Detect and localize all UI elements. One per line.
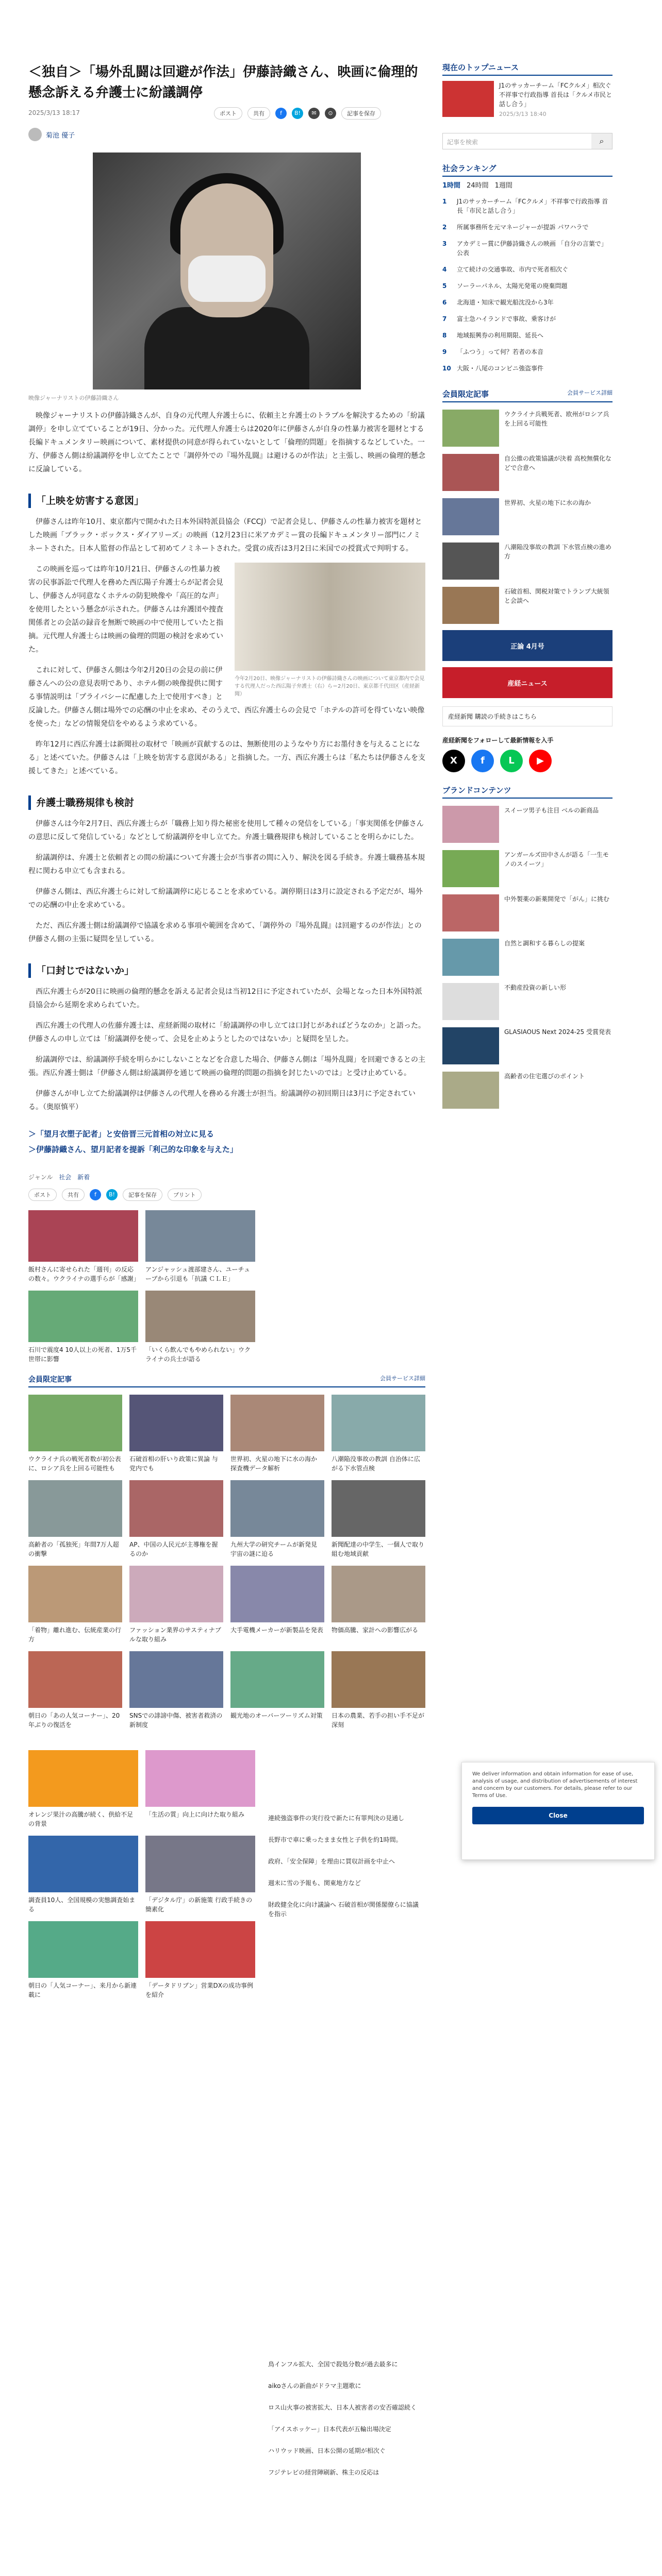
- card-thumb[interactable]: [28, 1566, 122, 1622]
- recommend-card[interactable]: [129, 1651, 223, 1730]
- paragraph: これに対して、伊藤さん側は今年2月20日の会見の前に伊藤さんへの公の意見表明であり、ホテル側の映像提供に関する事情説明は「プライバシーに配慮した上で使用すべき」と反論した。伊藤さん側は場外での応酬の中止を求め、そのうえで、西広弁護士らの会見で「ホテルの許可を得ていない映像を使った」などの情報発信をやめるよう求めている。: [28, 666, 425, 728]
- side-thumb[interactable]: [442, 939, 499, 976]
- section-heading: 「口封じではないか」: [28, 963, 425, 978]
- card-title[interactable]: ウクライナ兵の戦死者数が初公表に、ロシア兵を上回る可能性も: [28, 1455, 121, 1472]
- genre-link[interactable]: 社会: [59, 1174, 72, 1181]
- side-title[interactable]: スイーツ男子も注目 ベルの新商品: [504, 807, 599, 814]
- top-news-item[interactable]: J1のサッカーチーム「FCクルメ」相次ぐ不祥事で行政指導 首長は「クルメ市民と話し合う」 2025/3/13 18:40: [442, 81, 613, 117]
- side-item[interactable]: [442, 1027, 613, 1064]
- banner[interactable]: 産経ニュース: [442, 667, 613, 698]
- card-title[interactable]: 世界初、火星の地下に水の海か 探査機データ解析: [230, 1455, 318, 1472]
- side-title[interactable]: ウクライナ兵戦死者、欧州がロシア兵を上回る可能性: [504, 411, 609, 427]
- article-footer-links: [268, 1814, 423, 1931]
- section-heading: 「上映を妨害する意図」: [28, 494, 425, 508]
- tab-24h[interactable]: 24時間: [467, 182, 489, 190]
- recommend-card[interactable]: [145, 1921, 255, 1999]
- recommend-header: 会員限定記事 会員サービス詳細: [28, 1374, 425, 1387]
- related-card[interactable]: アンジャッシュ渡部建さん、ユーチューブから引退も「抗議 ＣＬＥ」: [145, 1210, 255, 1283]
- ranking-item[interactable]: [442, 265, 613, 274]
- author-avatar: [28, 128, 42, 141]
- side-title[interactable]: 中外製薬の新薬開発で「がん」に挑む: [504, 895, 610, 903]
- ranking-item[interactable]: [442, 197, 613, 215]
- print-button[interactable]: プリント: [168, 1189, 202, 1201]
- related-card[interactable]: 「いくら飲んでもやめられない」ウクライナの兵士が語る: [145, 1291, 255, 1364]
- paragraph: 紛議調停では、紛議調停手続を明らかにしないことなどを合意した場合、伊藤さん側は「場外乱闘」を回避できるとの主張。西広弁護士側は「伊藤さん側は紛議調停を通じて映画の倫理的問題の指摘を封じたいのでは」と受け止めている。: [28, 1056, 425, 1077]
- recommend-card[interactable]: [145, 1836, 255, 1914]
- youtube-icon[interactable]: ▶: [529, 750, 552, 772]
- ranking-title[interactable]: 北海道・知床で観光船沈没から3年: [457, 299, 554, 306]
- side-thumb[interactable]: [442, 410, 499, 447]
- link-icon[interactable]: ⊙: [325, 108, 336, 119]
- card-title[interactable]: SNSでの誹謗中傷、被害者救済の新制度: [129, 1712, 223, 1728]
- paragraph: 映像ジャーナリストの伊藤詩織さんが、自身の元代理人弁護士らに、依頼主と弁護士のトラブルを解決するための「紛議調停」を申し立てていることが19日、分かった。元代理人弁護士らは2020年に伊藤さんが自身の性暴力被害を題材とする長編ドキュメンタリー映画について、素材提供の同意が得られていないとして「倫理的問題」を指摘するなどしていた。一方、伊藤さん側は紛議調停を申し立てたことで「調停外での『場外乱闘』は避けるのが作法」と主張し、映画の倫理的懸念に反論している。: [28, 412, 425, 473]
- paragraph: 西広弁護士の代理人の佐藤弁護士は、産経新聞の取材に「紛議調停の申し立ては口封じがあればどうなのか」と語った。伊藤さんの申し立ては「紛議調停を使って、会見を止めようとしたのではないか」と疑問を呈した。: [28, 1022, 425, 1043]
- paragraph: 伊藤さん側は、西広弁護士らに対して紛議調停に応じることを求めている。調停期日は3月に設定される予定だが、場外での応酬の中止を求めている。: [28, 888, 423, 909]
- card-thumb[interactable]: [145, 1750, 255, 1807]
- save-article-button[interactable]: 記事を保存: [123, 1189, 162, 1201]
- recommend-card[interactable]: [28, 1651, 122, 1730]
- paragraph: 西広弁護士らが20日に映画の倫理的懸念を訴える記者会見は当初12日に予定されていたが、会場となった日本外国特派員協会から延期を求められていた。: [28, 988, 422, 1009]
- card-thumb[interactable]: [129, 1566, 223, 1622]
- ranking-title[interactable]: 「ふつう」って何？若者の本音: [457, 348, 544, 355]
- inline-photo-image: [235, 563, 425, 671]
- search-box: [442, 133, 613, 149]
- card-title[interactable]: 調査員10人、全国規模の実態調査始まる: [28, 1896, 136, 1913]
- section-heading: 弁護士職務規律も検討: [28, 795, 425, 810]
- ranking-number: 2: [442, 224, 447, 231]
- article-main: [28, 62, 425, 1999]
- card-thumb[interactable]: [129, 1395, 223, 1451]
- tab-1h[interactable]: 1時間: [442, 182, 461, 190]
- card-thumb[interactable]: [28, 1836, 138, 1892]
- recommend-card[interactable]: [332, 1566, 425, 1644]
- card-title[interactable]: ファッション業界のサスティナブルな取り組み: [129, 1626, 221, 1643]
- card-title[interactable]: 石破首相の肝いり政策に異論 与党内でも: [129, 1455, 218, 1472]
- card-title[interactable]: 朝日の「あの人気コーナー」、20年ぶりの復活を: [28, 1712, 120, 1728]
- card-thumb[interactable]: [230, 1395, 324, 1451]
- card-thumb[interactable]: [145, 1921, 255, 1978]
- side-item[interactable]: [442, 587, 613, 624]
- related-card[interactable]: 飯村さんに寄せられた「週刊」の反応の数々。ウクライナの選手らが「感謝」: [28, 1210, 138, 1283]
- hatena-icon[interactable]: B!: [292, 108, 303, 119]
- ranking-title[interactable]: 地域振興券の利用期限、延長へ: [457, 332, 544, 339]
- line-icon[interactable]: L: [500, 750, 523, 772]
- recommend-card[interactable]: [332, 1651, 425, 1730]
- top-news-header: 現在のトップニュース: [442, 62, 613, 76]
- link-item[interactable]: 政府、「安全保障」を理由に買収計画を中止へ: [268, 1858, 395, 1865]
- recommend-grid: [28, 1395, 425, 1730]
- link-item[interactable]: 「アイスホッケー」日本代表が五輪出場決定: [268, 2426, 391, 2433]
- side-title[interactable]: 自公維の政策協議が決着 高校無償化などで合意へ: [504, 455, 611, 471]
- card-title[interactable]: 物価高騰、家計への影響広がる: [332, 1626, 419, 1634]
- search-input[interactable]: 記事を検索: [447, 139, 478, 146]
- link-item[interactable]: 財政健全化に向け議論へ 石破首相が関係閣僚らに協議を指示: [268, 1901, 419, 1918]
- ranking-number: 7: [442, 315, 447, 323]
- side-item[interactable]: [442, 939, 613, 976]
- ranking: 社会ランキング 1時間 24時間 1週間 1 J1のサッカーチーム「FCクルメ」不祥事で行政指導 首長「市民と話し合う」 2 所属事務所を元マネージャーが提訴 パワハラで 3 アカデミー賞に伊藤詩織さんの映画 「自分の言葉で」公表 4 立て続けの交通事故、市内で死者相次ぐ 5 ソーラーパネル、太陽光発電の廃棄問題 6 北海道・知床で観光船沈没から3年 7 富士急ハイランドで事故、乗客けが 8 地域振興券の利用期限、延長へ 9 「ふつう」って何？若者の本音 10 大阪・八尾のコンビニ強盗事件: [442, 163, 613, 373]
- card-thumb[interactable]: [129, 1480, 223, 1537]
- ranking-title[interactable]: J1のサッカーチーム「FCクルメ」不祥事で行政指導 首長「市民と話し合う」: [457, 198, 608, 214]
- ranking-number: 9: [442, 348, 447, 355]
- paragraph: この映画を巡っては昨年10月21日、伊藤さんの性暴力被害の民事訴訟で代理人を務めた西広陽子弁護士らが記者会見し、伊藤さんが同意なくホテルの防犯映像や「高圧的な声」を使用したという懸念が示された。伊藤さんは弁護団や捜査関係者との会話の録音を無断で映画の中で使用していたと指摘。元代理人弁護士らは映画の倫理的問題の検討を求めていた。: [28, 565, 223, 654]
- recommend-card[interactable]: [28, 1836, 138, 1914]
- recommend-card[interactable]: [145, 1750, 255, 1828]
- ranking-item[interactable]: [442, 314, 613, 324]
- card-title[interactable]: 九州大学の研究チームが新発見 宇宙の謎に迫る: [230, 1541, 318, 1557]
- link-item[interactable]: 週末に雪の予報も、関東地方など: [268, 1879, 361, 1887]
- ranking-number: 3: [442, 240, 447, 247]
- recommend-card[interactable]: [28, 1921, 138, 1999]
- side-item[interactable]: [442, 850, 613, 887]
- ranking-number: 4: [442, 266, 447, 273]
- ranking-title[interactable]: 大阪・八尾のコンビニ強盗事件: [457, 365, 544, 372]
- tab-1w[interactable]: 1週間: [494, 182, 512, 190]
- ranking-item[interactable]: [442, 364, 613, 373]
- side-thumb[interactable]: [442, 454, 499, 491]
- paragraph: ただ、西広弁護士側は紛議調停で協議を求める事項や範囲を含めて、「調停外の『場外乱闘』は回避するのが作法」との伊藤さん側の主張に疑問を呈している。: [28, 922, 422, 943]
- ranking-number: 5: [442, 282, 447, 290]
- brand-header: ブランドコンテンツ: [442, 785, 613, 799]
- ranking-item[interactable]: [442, 281, 613, 291]
- ranking-title[interactable]: ソーラーパネル、太陽光発電の廃棄問題: [457, 282, 568, 290]
- sidebar: 現在のトップニュース J1のサッカーチーム「FCクルメ」相次ぐ不祥事で行政指導 首長は「クルメ市民と話し合う」 2025/3/13 18:40 記事を検索 ⌕ 社会ランキング 1時間 24時間 1週間 1 J1のサッカーチーム「FCクルメ」不祥事で行政指導 首長「市民と話し合う」 2 所属事務所を元マネージャーが提訴 パワハラで 3 アカデミー賞に伊藤詩織さんの映画 「自分の言葉で」公表 4 立て続けの交通事故、市内で死者相次ぐ 5 ソーラーパネル、太陽光発電の廃棄問題 6 北海道・知床で観光船沈没から3年 7 富士急ハイランドで事故、乗客けが 8 地域振興券の利用期限、延長へ 9 「ふつう」って何？若者の本音 10 大阪・八尾のコンビニ強盗事件 会員限定記事 会員サービス詳細 ウクライナ兵戦死者、欧州がロシア兵を上回る可能性 自公維の政策協議が決着 高校無償化などで合意へ 世界初、火星の地下に水の海か 八潮陥没事故の教訓 下水管点検の進め方 石破首相、関税対策でトランプ大統領と会談へ 正論 4月号 産経ニュース 産経新聞 購読の手続きはこちら 産経新聞をフォローして最新情報を入手 X f L ▶ ブランドコンテンツ スイーツ男子も注目 ベルの新商品 アンガールズ田中さんが語る「一生モノのスイーツ」 中外製薬の新薬開発で「がん」に挑む 自然と調和する暮らしの提案 不動産投資の新しい形 GLASIAOUS Next 2024-25 受賞発表 高齢者の住宅選びのポイント: [442, 62, 613, 1109]
- related-card[interactable]: 石川で震度4 10人以上の死者、1万5千世帯に影響: [28, 1291, 138, 1364]
- side-title[interactable]: 石破首相、関税対策でトランプ大統領と会談へ: [504, 588, 609, 604]
- link-item[interactable]: aikoさんの新曲がドラマ主題歌に: [268, 2382, 361, 2389]
- card-title[interactable]: 日本の農業、若手の担い手不足が深刻: [332, 1712, 425, 1728]
- side-title[interactable]: アンガールズ田中さんが語る「一生モノのスイーツ」: [504, 851, 609, 868]
- inline-photo-caption: 今年2月20日、映像ジャーナリストの伊藤詩織さんの映画について東京都内で会見する代理人だった西広陽子弁護士（右）ら＝2月20日、東京都千代田区（産経新聞）: [235, 676, 425, 697]
- search-icon[interactable]: ⌕: [591, 133, 612, 149]
- side-thumb[interactable]: [442, 1027, 499, 1064]
- banner[interactable]: 正論 4月号: [442, 630, 613, 661]
- cookie-text: We deliver information and obtain information for ease of use, analysis of usage, and distribution of advertisements of interest and concern by our customers. For details, please refer to our Terms of Use.: [472, 1771, 638, 1799]
- cookie-dialog: [461, 1762, 655, 1860]
- ranking-number: 8: [442, 332, 447, 339]
- paragraph: 伊藤さんが申し立てた紛議調停は伊藤さんの代理人を務める弁護士が担当。紛議調停の初回期日は3月に予定されている。（奥原慎平）: [28, 1090, 416, 1111]
- ranking-title[interactable]: 富士急ハイランドで事故、乗客けが: [457, 315, 556, 323]
- footer-share-bar: [28, 1189, 425, 1201]
- paragraph: 伊藤さんは昨年10月、東京都内で開かれた日本外国特派員協会（FCCJ）で記者会見し、伊藤さんの性暴力被害を題材とした映画「ブラック・ボックス・ダイアリーズ」の映画（12月23日に米アカデミー賞の長編ドキュメンタリー部門にノミネートされた。日本人監督の作品として初めてノミネートされた。受賞の成否は3月2日に米国での授賞式で判明する。: [28, 518, 422, 553]
- facebook-icon[interactable]: f: [90, 1189, 101, 1200]
- ranking-item[interactable]: [442, 347, 613, 357]
- card-title[interactable]: 「デジタル庁」の新施策 行政手続きの簡素化: [145, 1896, 253, 1913]
- side-title[interactable]: 不動産投資の新しい形: [504, 984, 567, 991]
- facebook-icon[interactable]: f: [275, 108, 287, 119]
- card-title[interactable]: 朝日の「人気コーナー」、来月から新連載に: [28, 1982, 137, 1998]
- card-title[interactable]: 観光地のオーバーツーリズム対策: [230, 1712, 323, 1719]
- card-thumb[interactable]: [332, 1395, 425, 1451]
- side-item[interactable]: [442, 498, 613, 535]
- side-item[interactable]: [442, 410, 613, 447]
- author: [28, 128, 425, 141]
- side-thumb[interactable]: [442, 983, 499, 1020]
- side-title[interactable]: GLASIAOUS Next 2024-25 受賞発表: [504, 1028, 611, 1036]
- side-thumb[interactable]: [442, 850, 499, 887]
- card-title[interactable]: 大手電機メーカーが新製品を発表: [230, 1626, 323, 1634]
- card-thumb[interactable]: [129, 1651, 223, 1708]
- inline-photo: [235, 563, 425, 698]
- article-date: 2025/3/13 18:17: [28, 109, 80, 116]
- card-thumb[interactable]: [332, 1651, 425, 1708]
- genre-link[interactable]: 新着: [77, 1174, 90, 1181]
- related-links: [28, 1126, 425, 1157]
- recommend-card[interactable]: [332, 1395, 425, 1473]
- article-title: ＜独自＞「場外乱闘は回避が作法」伊藤詩織さん、映画に倫理的懸念訴える弁護士に紛議調停: [28, 64, 418, 100]
- side-item[interactable]: [442, 543, 613, 580]
- card-thumb[interactable]: [28, 1480, 122, 1537]
- side-title[interactable]: 自然と調和する暮らしの提案: [504, 940, 585, 947]
- link-item[interactable]: 長野市で車に乗ったまま女性と子供を約1時間。: [268, 1836, 402, 1843]
- side-item[interactable]: [442, 454, 613, 491]
- recommend-card[interactable]: [28, 1395, 122, 1473]
- side-title[interactable]: 八潮陥没事故の教訓 下水管点検の進め方: [504, 544, 611, 560]
- link-item[interactable]: ハリウッド映画、日本公開の延期が相次ぐ: [268, 2447, 386, 2454]
- facebook-icon[interactable]: f: [471, 750, 494, 772]
- ranking-item[interactable]: [442, 298, 613, 307]
- recommend-more-link[interactable]: 会員サービス詳細: [380, 1375, 425, 1382]
- recommend-card[interactable]: [230, 1480, 324, 1558]
- side-item[interactable]: [442, 1072, 613, 1109]
- recommend-card[interactable]: [332, 1480, 425, 1558]
- card-thumb[interactable]: [28, 1921, 138, 1978]
- subscribe-link[interactable]: 産経新聞 購読の手続きはこちら: [442, 706, 613, 726]
- ranking-item[interactable]: [442, 331, 613, 340]
- share-button[interactable]: 共有: [62, 1189, 85, 1201]
- ranking-tabs: [442, 180, 613, 190]
- main-photo: [93, 152, 361, 389]
- side-item[interactable]: [442, 894, 613, 931]
- side-thumb[interactable]: [442, 806, 499, 843]
- card-title[interactable]: 高齢者の「孤独死」年間7万人超の衝撃: [28, 1541, 119, 1557]
- side-thumb[interactable]: [442, 1072, 499, 1109]
- mail-icon[interactable]: ✉: [308, 108, 320, 119]
- card-thumb[interactable]: [28, 1750, 138, 1807]
- related-link[interactable]: ＞伊藤詩織さん、望月記者を提訴「利己的な印象を与えた」: [28, 1145, 238, 1154]
- card-thumb[interactable]: [28, 1651, 122, 1708]
- side-title[interactable]: 高齢者の住宅選びのポイント: [504, 1073, 585, 1080]
- link-item[interactable]: 連続強盗事件の実行役で新たに有罪判決の見通し: [268, 1815, 405, 1822]
- side-thumb[interactable]: [442, 498, 499, 535]
- recommend-links: [268, 2360, 423, 2489]
- card-thumb[interactable]: [230, 1566, 324, 1622]
- author-name[interactable]: 菊池 優子: [46, 131, 75, 140]
- card-thumb[interactable]: [230, 1651, 324, 1708]
- recommend-card[interactable]: [28, 1750, 138, 1828]
- cookie-close-button[interactable]: Close: [472, 1807, 644, 1824]
- ranking-title[interactable]: 所属事務所を元マネージャーが提訴 パワハラで: [457, 224, 589, 231]
- side-thumb[interactable]: [442, 587, 499, 624]
- lower-grid: [28, 1750, 255, 1999]
- card-title[interactable]: 「着物」離れ進む、伝統産業の行方: [28, 1626, 122, 1643]
- link-item[interactable]: フジテレビの経営陣刷新、株主の反応は: [268, 2469, 379, 2476]
- genre-row: ジャンル 社会 新着: [28, 1174, 90, 1181]
- paragraph: 伊藤さんは今年2月7日、西広弁護士らが「職務上知り得た秘密を使用して種々の発信をしている」「事実関係を伊藤さんの意思に反して発信している」などとして紛議調停を申し立てた。弁護士職務規律も検討していることを明らかにした。: [28, 820, 424, 841]
- top-news-thumb[interactable]: [442, 81, 494, 117]
- related-link[interactable]: ＞「望月衣塑子記者」と安倍晋三元首相の対立に見る: [28, 1129, 214, 1139]
- ranking-number: 1: [442, 198, 447, 205]
- card-title[interactable]: AP、中国の人民元が主導権を握るのか: [129, 1541, 218, 1557]
- related-cards: [28, 1210, 255, 1364]
- social-links: [442, 750, 613, 772]
- post-share-button[interactable]: ポスト: [28, 1189, 57, 1201]
- card-title[interactable]: 新聞配達の中学生、一個人で取り組む地域貢献: [332, 1541, 425, 1557]
- recommend-card[interactable]: [129, 1395, 223, 1473]
- main-photo-caption: 映像ジャーナリストの伊藤詩織さん: [28, 395, 119, 401]
- recommend-card[interactable]: [129, 1566, 223, 1644]
- side-thumb[interactable]: [442, 894, 499, 931]
- ranking-number: 6: [442, 299, 447, 306]
- side-item[interactable]: [442, 983, 613, 1020]
- card-thumb[interactable]: [332, 1480, 425, 1537]
- recommend-card[interactable]: [230, 1651, 324, 1730]
- card-title[interactable]: 八潮陥没事故の教訓 自治体に広がる下水管点検: [332, 1455, 420, 1472]
- recommend-card[interactable]: [28, 1480, 122, 1558]
- card-thumb[interactable]: [145, 1836, 255, 1892]
- ranking-item[interactable]: [442, 223, 613, 232]
- link-item[interactable]: ロス山火事の被害拡大、日本人被害者の安否確認続く: [268, 2404, 417, 2411]
- share-bar: [214, 107, 425, 120]
- recommend-card[interactable]: [230, 1395, 324, 1473]
- ranking-title[interactable]: アカデミー賞に伊藤詩織さんの映画 「自分の言葉で」公表: [457, 240, 607, 257]
- card-title[interactable]: 「生活の質」向上に向けた取り組み: [145, 1811, 245, 1818]
- post-share-button[interactable]: ポスト: [214, 107, 242, 120]
- card-thumb[interactable]: [28, 1395, 122, 1451]
- x-icon[interactable]: X: [442, 750, 465, 772]
- recommend-card[interactable]: [28, 1566, 122, 1644]
- recommend-card[interactable]: [129, 1480, 223, 1558]
- paragraph: 紛議調停は、弁護士と依頼者との間の紛議について弁護士会が当事者の間に入り、解決を図る手続き。弁護士職務基本規程に関わる申立ても含まれる。: [28, 854, 425, 875]
- ranking-title[interactable]: 立て続けの交通事故、市内で死者相次ぐ: [457, 266, 569, 273]
- recommend-card[interactable]: [230, 1566, 324, 1644]
- paragraph: 昨年12月に西広弁護士は新聞社の取材で「映画が貢献するのは、無断使用のようなやり方にお墨付きを与えることになる」と述べていた。伊藤さんは「上映を妨害する意図がある」と指摘した。一方、西広弁護士らは「私たちは伊藤さんを支援してきた」と述べている。: [28, 740, 425, 775]
- save-article-button[interactable]: 記事を保存: [341, 107, 381, 120]
- side-title[interactable]: 世界初、火星の地下に水の海か: [504, 499, 591, 506]
- card-thumb[interactable]: [230, 1480, 324, 1537]
- share-button[interactable]: 共有: [247, 107, 270, 120]
- sidebar-featured-header: 会員限定記事 会員サービス詳細: [442, 388, 613, 402]
- link-item[interactable]: 鳥インフル拡大、全国で殺処分数が過去最多に: [268, 2361, 398, 2368]
- ranking-item[interactable]: [442, 239, 613, 258]
- hatena-icon[interactable]: B!: [106, 1189, 118, 1200]
- ranking-number: 10: [442, 365, 451, 372]
- card-title[interactable]: 「データドリブン」営業DXの成功事例を紹介: [145, 1982, 253, 1998]
- side-thumb[interactable]: [442, 543, 499, 580]
- side-item[interactable]: [442, 806, 613, 843]
- card-thumb[interactable]: [332, 1566, 425, 1622]
- card-title[interactable]: オレンジ果汁の高騰が続く、供給不足の背景: [28, 1811, 134, 1827]
- article-body: [28, 409, 425, 1114]
